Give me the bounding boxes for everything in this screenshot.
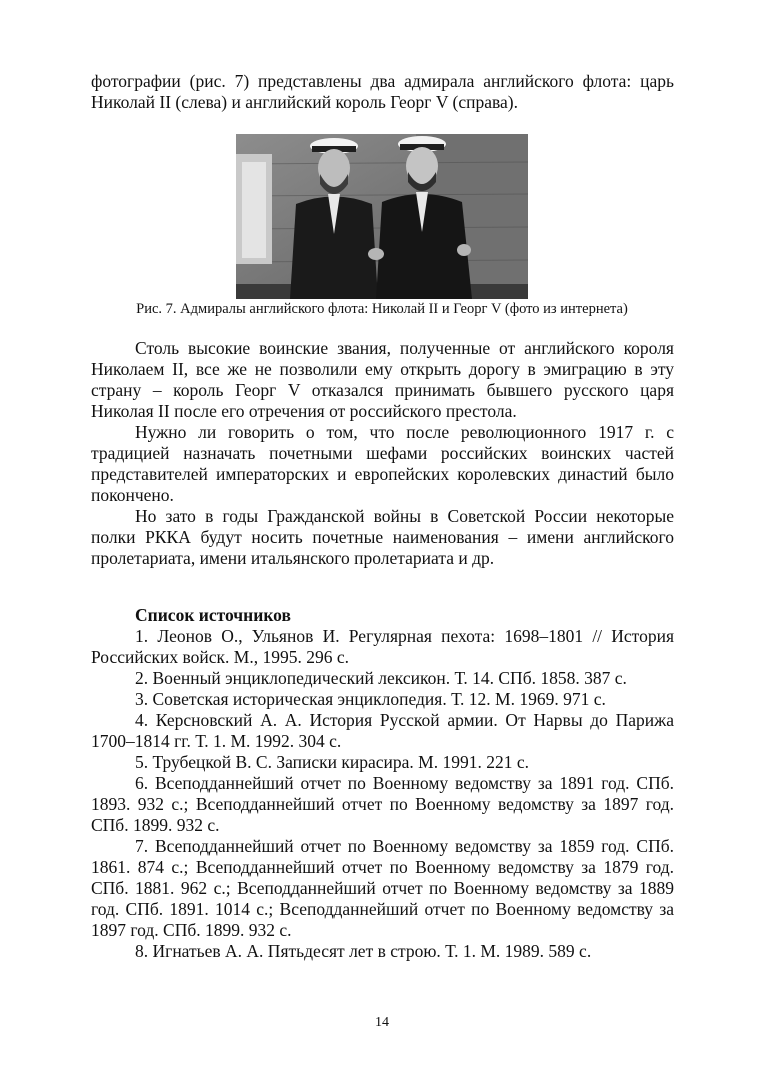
source-item: 2. Военный энциклопедический лексикон. Т. 14. СПб. 1858. 387 с.	[135, 668, 627, 688]
sources-section	[91, 605, 674, 962]
sources-heading: Список источников	[135, 605, 291, 625]
source-item: 1. Леонов О., Ульянов И. Регулярная пехота: 1698–1801 // История Российских войск. М., 1995. 296 с.	[91, 626, 674, 667]
page-number: 14	[375, 1015, 389, 1030]
source-item: 6. Всеподданнейший отчет по Военному ведомству за 1891 год. СПб. 1893. 932 с.; Всеподданнейший отчет по Военному ведомству за 1897 год. СПб. 1899. 932 с.	[91, 773, 674, 835]
body-text	[91, 338, 674, 569]
body-paragraph: Но зато в годы Гражданской войны в Советской России некоторые полки РККА будут носить почетные наименования – имени английского пролетариата, имени итальянского пролетариата и др.	[91, 506, 674, 568]
source-item: 7. Всеподданнейший отчет по Военному ведомству за 1859 год. СПб. 1861. 874 с.; Всеподданнейший отчет по Военному ведомству за 1879 год. СПб. 1881. 962 с.; Всеподданнейший отчет по Военному ведомству за 1889 год. СПб. 1891. 1014 с.; Всеподданнейший отчет по Военному ведомству за 1897 год. СПб. 1899. 932 с.	[91, 836, 674, 940]
intro-block	[91, 71, 674, 113]
source-item: 4. Керсновский А. А. История Русской армии. От Нарвы до Парижа 1700–1814 гг. Т. 1. М. 1992. 304 с.	[91, 710, 674, 751]
source-item: 3. Советская историческая энциклопедия. Т. 12. М. 1969. 971 с.	[135, 689, 606, 709]
source-item: 8. Игнатьев А. А. Пятьдесят лет в строю. Т. 1. М. 1989. 589 с.	[135, 941, 592, 961]
admirals-photo-image	[236, 134, 528, 299]
body-paragraph: Столь высокие воинские звания, полученные от английского короля Николаем II, все же не позволили ему открыть дорогу в эмиграцию в эту страну – король Георг V отказался принимать бывшего русского царя Николая II после его отречения от российского престола.	[91, 338, 674, 421]
intro-paragraph: фотографии (рис. 7) представлены два адмирала английского флота: царь Николай II (слева) и английский король Георг V (справа).	[91, 71, 674, 112]
figure-caption: Рис. 7. Адмиралы английского флота: Николай II и Георг V (фото из интернета)	[136, 301, 628, 317]
body-paragraph: Нужно ли говорить о том, что после революционного 1917 г. с традицией назначать почетными шефами российских воинских частей представителей императорских и европейских королевских династий было покончено.	[91, 422, 674, 505]
source-item: 5. Трубецкой В. С. Записки кирасира. М. 1991. 221 с.	[135, 752, 529, 772]
figure-photo	[236, 134, 528, 299]
